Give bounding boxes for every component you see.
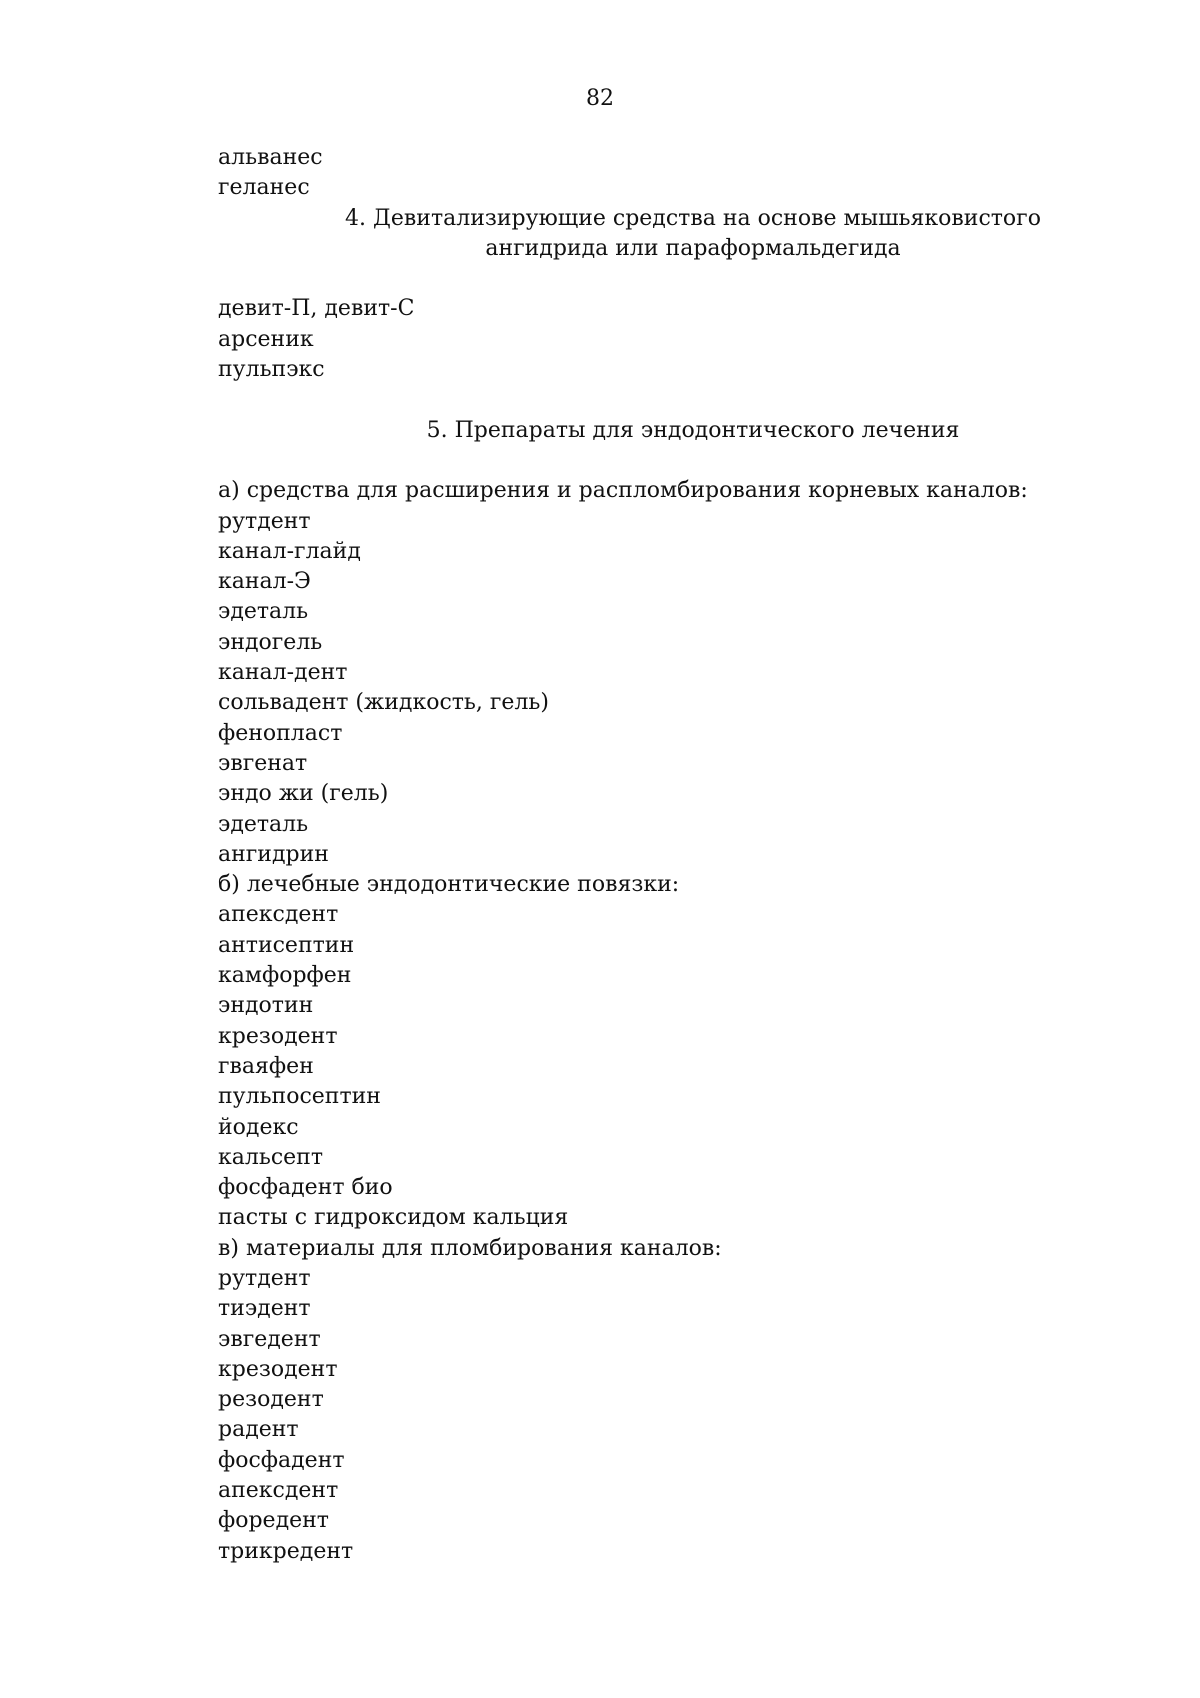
- list-item: йодекс: [218, 1114, 299, 1140]
- section-4-heading: [218, 204, 1078, 265]
- list-item: тиэдент: [218, 1296, 311, 1322]
- spacer: [218, 446, 1078, 476]
- page-number: 82: [586, 86, 614, 111]
- list-item: эвгенат: [218, 750, 308, 776]
- subsection-b-title: б) лечебные эндодонтические повязки:: [218, 872, 680, 898]
- list-item: камфорфен: [218, 963, 352, 989]
- list-item: канал-глайд: [218, 538, 361, 564]
- list-item: апексдент: [218, 1478, 339, 1504]
- section-4-heading-line-1: 4. Девитализирующие средства на основе мышьяковистого: [345, 205, 1041, 231]
- list-item: эндо жи (гель): [218, 781, 389, 807]
- list-item: кальсепт: [218, 1144, 323, 1170]
- subsection-c-title: в) материалы для пломбирования каналов:: [218, 1235, 722, 1261]
- list-item: фосфадент: [218, 1447, 345, 1473]
- list-item: форедент: [218, 1508, 329, 1534]
- list-item: крезодент: [218, 1023, 338, 1049]
- list-item: крезодент: [218, 1356, 338, 1382]
- list-item: радент: [218, 1417, 299, 1443]
- list-item: эвгедент: [218, 1326, 321, 1352]
- list-item: ангидрин: [218, 841, 329, 867]
- list-item: эдеталь: [218, 599, 309, 625]
- spacer: [218, 385, 1078, 415]
- document-body: [218, 143, 1078, 1567]
- list-item: апексдент: [218, 902, 339, 928]
- list-item: резодент: [218, 1387, 324, 1413]
- list-item: эндогель: [218, 629, 323, 655]
- list-item: арсеник: [218, 326, 314, 352]
- list-item: рутдент: [218, 1265, 311, 1291]
- list-item: гваяфен: [218, 1053, 314, 1079]
- list-item: сольвадент (жидкость, гель): [218, 690, 549, 716]
- list-item: рутдент: [218, 508, 311, 534]
- list-item: альванес: [218, 145, 323, 170]
- list-item: пульпосептин: [218, 1084, 381, 1110]
- list-item: антисептин: [218, 932, 355, 958]
- spacer: [218, 264, 1078, 294]
- section-5-heading: [218, 416, 1078, 446]
- list-item: эндотин: [218, 993, 314, 1019]
- list-item: девит-П, девит-С: [218, 296, 415, 322]
- list-item: трикредент: [218, 1538, 354, 1564]
- subsection-a-title: а) средства для расширения и распломбирования корневых каналов:: [218, 478, 1028, 504]
- list-item: пульпэкс: [218, 357, 325, 383]
- list-item: эдеталь: [218, 811, 309, 837]
- list-item: фенопласт: [218, 720, 343, 746]
- list-item: канал-Э: [218, 569, 311, 595]
- list-item: канал-дент: [218, 660, 348, 686]
- section-5-heading-line: 5. Препараты для эндодонтического лечения: [426, 417, 960, 443]
- list-item: геланес: [218, 175, 310, 201]
- list-item: фосфадент био: [218, 1175, 393, 1201]
- list-item: пасты с гидроксидом кальция: [218, 1205, 569, 1231]
- section-4-heading-line-2: ангидрида или параформальдегида: [485, 235, 901, 261]
